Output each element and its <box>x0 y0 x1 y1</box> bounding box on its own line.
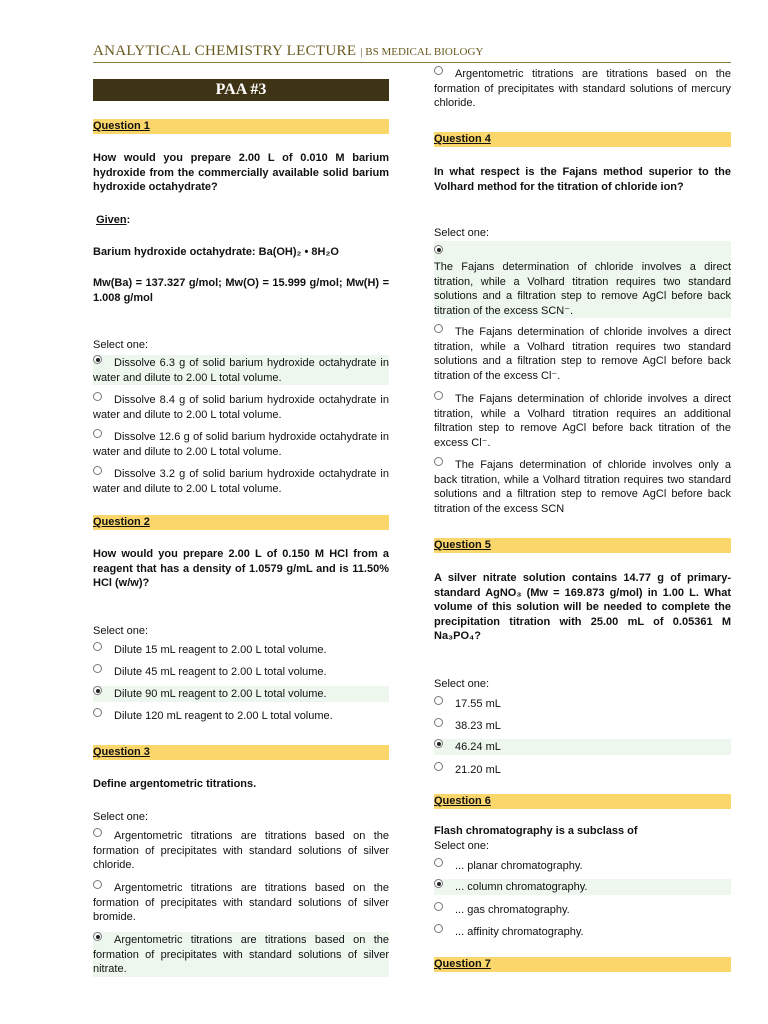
question-2-text: How would you prepare 2.00 L of 0.150 M HCl from a reagent that has a density of 1.0579 g/mL and is 11.50% HCl (w/w)? <box>93 548 389 590</box>
radio-icon[interactable] <box>434 457 443 466</box>
given-colon: : <box>126 214 131 226</box>
question-2-label: Question 2 <box>93 515 389 530</box>
radio-icon[interactable] <box>93 664 102 673</box>
q5-option-b[interactable] <box>434 718 731 734</box>
radio-icon[interactable] <box>93 828 102 837</box>
select-one-label: Select one: <box>93 811 149 823</box>
radio-selected-icon[interactable] <box>434 739 443 748</box>
select-one-label: Select one: <box>434 678 490 690</box>
option-text: ... planar chromatography. <box>455 860 583 872</box>
q1-option-c[interactable] <box>93 429 389 459</box>
header-title: ANALYTICAL CHEMISTRY LECTURE <box>93 43 357 59</box>
option-text: Argentometric titrations are titrations based on the formation of precipitates with standard solutions of silver bromide. <box>93 882 389 924</box>
given-label: Given <box>96 214 127 226</box>
option-text: The Fajans determination of chloride involves a direct titration, while a Volhard titration requires an additional filtration step to remove AgCl before back titration of the excess Cl⁻. <box>434 393 731 449</box>
q2-option-b[interactable] <box>93 664 389 680</box>
radio-icon[interactable] <box>93 642 102 651</box>
select-one-label: Select one: <box>93 339 149 351</box>
radio-selected-icon[interactable] <box>93 932 102 941</box>
radio-icon[interactable] <box>434 696 443 705</box>
question-1-label: Question 1 <box>93 119 389 134</box>
q3-option-a[interactable] <box>93 828 389 873</box>
question-6-text: Flash chromatography is a subclass of <box>434 825 638 837</box>
question-6-label: Question 6 <box>434 794 731 809</box>
radio-selected-icon[interactable] <box>434 879 443 888</box>
option-text: Dissolve 8.4 g of solid barium hydroxide octahydrate in water and dilute to 2.00 L total volume. <box>93 394 389 421</box>
radio-icon[interactable] <box>93 466 102 475</box>
radio-icon[interactable] <box>434 718 443 727</box>
radio-icon[interactable] <box>434 324 443 333</box>
option-text: The Fajans determination of chloride involves a direct titration, while a Volhard titration requires two standard solutions and a filtration step to remove AgCl before back titration of the excess Cl⁻. <box>434 326 731 382</box>
option-text: 38.23 mL <box>455 720 501 732</box>
q4-option-c[interactable] <box>434 391 731 450</box>
q2-option-a[interactable] <box>93 642 389 658</box>
option-text: Argentometric titrations are titrations based on the formation of precipitates with standard solutions of silver nitrate. <box>93 934 389 976</box>
option-text: 21.20 mL <box>455 764 501 776</box>
radio-icon[interactable] <box>93 429 102 438</box>
compound-formula: Barium hydroxide octahydrate: Ba(OH)₂ • 8H₂O <box>93 246 339 258</box>
q6-option-d[interactable] <box>434 924 731 940</box>
option-text: Dilute 120 mL reagent to 2.00 L total volume. <box>114 710 333 722</box>
q4-option-d[interactable] <box>434 457 731 516</box>
select-one-label: Select one: <box>434 840 490 852</box>
molar-masses: Mw(Ba) = 137.327 g/mol; Mw(O) = 15.999 g/mol; Mw(H) = 1.008 g/mol <box>93 277 389 304</box>
radio-icon[interactable] <box>434 902 443 911</box>
radio-selected-icon[interactable] <box>93 355 102 364</box>
question-3-text: Define argentometric titrations. <box>93 778 257 790</box>
q6-option-a[interactable] <box>434 858 731 874</box>
option-text: 46.24 mL <box>455 741 501 753</box>
radio-selected-icon[interactable] <box>434 245 443 254</box>
q5-option-d[interactable] <box>434 762 731 778</box>
radio-icon[interactable] <box>93 708 102 717</box>
option-text: The Fajans determination of chloride involves a direct titration, while a Volhard titration requires two standard solutions and a filtration step to remove AgCl before back titration of the excess SCN⁻. <box>434 261 731 317</box>
header-subtitle: | BS MEDICAL BIOLOGY <box>360 46 484 58</box>
q1-option-d[interactable] <box>93 466 389 496</box>
option-text: Dissolve 6.3 g of solid barium hydroxide octahydrate in water and dilute to 2.00 L total volume. <box>93 357 389 384</box>
radio-icon[interactable] <box>434 858 443 867</box>
option-text: Dilute 45 mL reagent to 2.00 L total volume. <box>114 666 327 678</box>
question-5-label: Question 5 <box>434 538 731 553</box>
q4-option-a[interactable] <box>434 241 731 318</box>
option-text: Dissolve 12.6 g of solid barium hydroxide octahydrate in water and dilute to 2.00 L total volume. <box>93 431 389 458</box>
option-text: The Fajans determination of chloride involves only a back titration, while a Volhard titration requires two standard solutions and a filtration step to remove AgCl before back titration of the excess SCN <box>434 459 731 515</box>
option-text: ... column chromatography. <box>455 881 588 893</box>
radio-icon[interactable] <box>434 391 443 400</box>
radio-row <box>434 241 731 260</box>
question-1-text: How would you prepare 2.00 L of 0.010 M barium hydroxide from the commercially available solid barium hydroxide octahydrate? <box>93 152 389 194</box>
given-heading <box>93 213 389 228</box>
radio-selected-icon[interactable] <box>93 686 102 695</box>
q6-option-c[interactable] <box>434 902 731 918</box>
q3-option-b[interactable] <box>93 880 389 925</box>
question-7-label: Question 7 <box>434 957 731 972</box>
radio-icon[interactable] <box>434 66 443 75</box>
question-5-text: A silver nitrate solution contains 14.77 g of primary-standard AgNO₃ (Mw = 169.873 g/mol) in 1.00 L. What volume of this solution will be needed to complete the precipitation titration with 25.00 mL of 0.05361 M Na₃PO₄? <box>434 572 731 643</box>
question-4-label: Question 4 <box>434 132 731 147</box>
option-text: ... gas chromatography. <box>455 904 570 916</box>
q1-option-a[interactable] <box>93 355 389 385</box>
option-text: Dilute 15 mL reagent to 2.00 L total volume. <box>114 644 327 656</box>
select-one-label: Select one: <box>93 625 149 637</box>
q2-option-c[interactable] <box>93 686 389 702</box>
radio-icon[interactable] <box>93 392 102 401</box>
option-text: Dilute 90 mL reagent to 2.00 L total volume. <box>114 688 327 700</box>
q3-option-c[interactable] <box>93 932 389 977</box>
radio-icon[interactable] <box>434 762 443 771</box>
option-text: Dissolve 3.2 g of solid barium hydroxide octahydrate in water and dilute to 2.00 L total volume. <box>93 468 389 495</box>
radio-icon[interactable] <box>434 924 443 933</box>
radio-icon[interactable] <box>93 880 102 889</box>
paa-title: PAA #3 <box>93 79 389 101</box>
q2-option-d[interactable] <box>93 708 389 724</box>
question-3-label: Question 3 <box>93 745 389 760</box>
option-text: Argentometric titrations are titrations based on the formation of precipitates with standard solutions of silver chloride. <box>93 830 389 872</box>
question-4-text: In what respect is the Fajans method superior to the Volhard method for the titration of chloride ion? <box>434 166 731 193</box>
q5-option-a[interactable] <box>434 696 731 712</box>
q4-option-b[interactable] <box>434 324 731 383</box>
q3-option-d[interactable] <box>434 66 731 111</box>
document-header <box>93 42 731 63</box>
q5-option-c[interactable] <box>434 739 731 755</box>
option-text: Argentometric titrations are titrations based on the formation of precipitates with standard solutions of mercury chloride. <box>434 68 731 110</box>
q1-option-b[interactable] <box>93 392 389 422</box>
select-one-label: Select one: <box>434 227 490 239</box>
option-text: ... affinity chromatography. <box>455 926 584 938</box>
q6-option-b[interactable] <box>434 879 731 895</box>
option-text: 17.55 mL <box>455 698 501 710</box>
